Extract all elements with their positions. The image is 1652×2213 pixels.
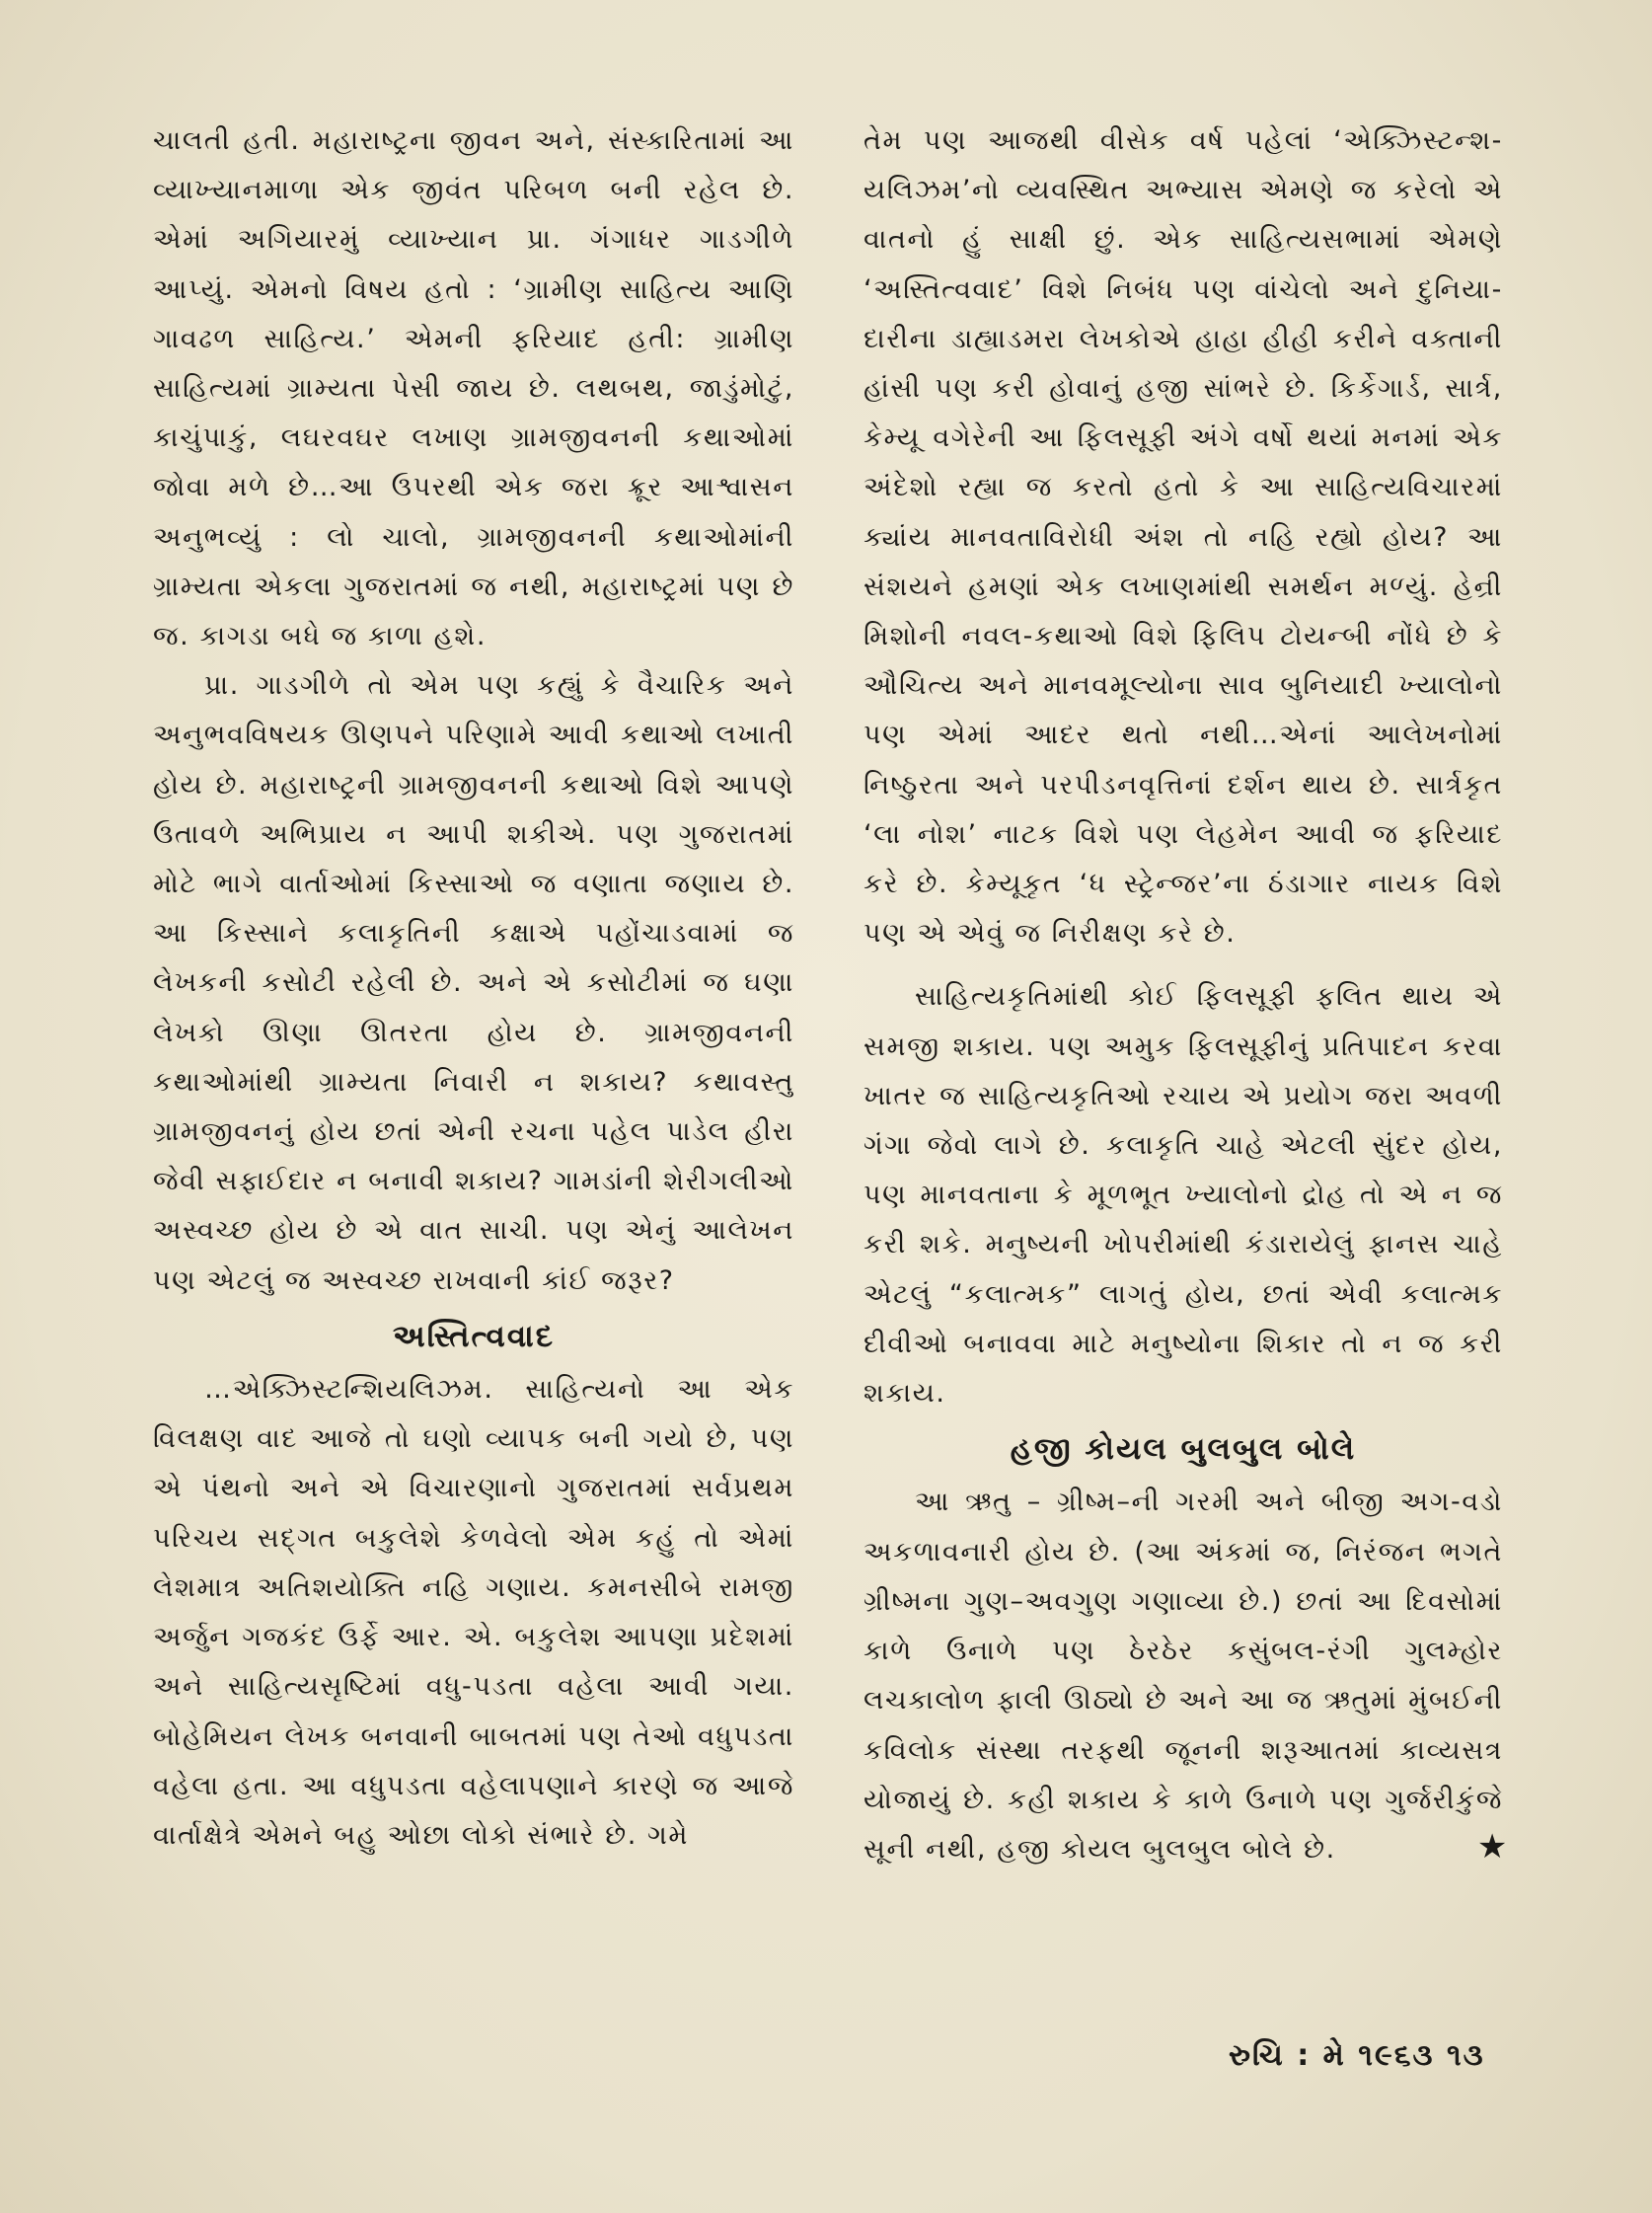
left-column xyxy=(153,116,794,1861)
right-paragraph-2: સાહિત્યકૃતિમાંથી કોઈ ફિલસૂફી ફલિત થાય એ સમજી શકાય. પણ અમુક ફિલસૂફીનું પ્રતિપાદન કરવા ખાતર જ સાહિત્યકૃતિઓ રચાય એ પ્રયોગ જરા અવળી ગંગા જેવો લાગે છે. કલાકૃતિ ચાહે એટલી સુંદર હોય, પણ માનવતાના કે મૂળભૂત ખ્યાલોનો દ્રોહ તો એ ન જ કરી શકે. મનુષ્યની ખોપરીમાંથી કંડારાયેલું ફાનસ ચાહે એટલું “કલાત્મક” લાગતું હોય, છતાં એવી કલાત્મક દીવીઓ બનાવવા માટે મનુષ્યોના શિકાર તો ન જ કરી શકાય. xyxy=(864,981,1503,1410)
page-footer: રુચિ : મે ૧૯૬૩ ૧૩ xyxy=(1229,2038,1485,2073)
right-paragraph-3-text: આ ઋતુ – ગ્રીષ્મ–ની ગરમી અને બીજી અગ-વડો અકળાવનારી હોય છે. (આ અંકમાં જ, નિરંજન ભગતે ગ્રીષ્મના ગુણ–અવગુણ ગણાવ્યા છે.) છતાં આ દિવસોમાં કાળે ઉનાળે પણ ઠેરઠેર કસુંબલ-રંગી ગુલમ્હોર લચકાલોળ ફાલી ઊઠ્યો છે અને આ જ ઋતુમાં મુંબઈની કવિલોક સંસ્થા તરફથી જૂનની શરૂઆતમાં કાવ્યસત્ર યોજાયું છે. કહી શકાય કે કાળે ઉનાળે પણ ગુર્જરીકુંજે સૂની નથી, હજી કોયલ બુલબુલ બોલે છે. xyxy=(864,1487,1503,1865)
end-star-icon: ★ xyxy=(1476,1826,1509,1867)
left-paragraph-1: ચાલતી હતી. મહારાષ્ટ્રના જીવન અને, સંસ્કારિતામાં આ વ્યાખ્યાનમાળા એક જીવંત પરિબળ બની રહેલ છે. એમાં અગિયારમું વ્યાખ્યાન પ્રા. ગંગાધર ગાડગીળે આપ્યું. એમનો વિષય હતો : ‘ગ્રામીણ સાહિત્ય આણિ ગાવઢળ સાહિત્ય.’ એમની ફરિયાદ હતી: ગ્રામીણ સાહિત્યમાં ગ્રામ્યતા પેસી જાય છે. લથબથ, જાડુંમોટું, કાચુંપાકું, લઘરવઘર લખાણ ગ્રામજીવનની કથાઓમાં જોવા મળે છે…આ ઉપરથી એક જરા ક્રૂર આશ્વાસન અનુભવ્યું : લો ચાલો, ગ્રામજીવનની કથાઓમાંની ગ્રામ્યતા એકલા ગુજરાતમાં જ નથી, મહારાષ્ટ્રમાં પણ છે જ. કાગડા બધે જ કાળા હશે. xyxy=(153,125,794,652)
left-paragraph-3: …એક્ઝિસ્ટન્શિયલિઝમ. સાહિત્યનો આ એક વિલક્ષણ વાદ આજે તો ઘણો વ્યાપક બની ગયો છે, પણ એ પંથનો અને એ વિચારણાનો ગુજરાતમાં સર્વપ્રથમ પરિચય સદ્ગત બકુલેશે કેળવેલો એમ કહું તો એમાં લેશમાત્ર અતિશયોક્તિ નહિ ગણાય. કમનસીબે રામજી અર્જુન ગજકંદ ઉર્ફે આર. એ. બકુલેશ આપણા પ્રદેશમાં અને સાહિત્યસૃષ્ટિમાં વધુ-પડતા વહેલા આવી ગયા. બોહેમિયન લેખક બનવાની બાબતમાં પણ તેઓ વધુપડતા વહેલા હતા. આ વધુપડતા વહેલાપણાને કારણે જ આજે વાર્તાક્ષેત્રે એમને બહુ ઓછા લોકો સંભારે છે. ગમે xyxy=(153,1374,794,1851)
right-paragraph-1: તેમ પણ આજથી વીસેક વર્ષ પહેલાં ‘એક્ઝિસ્ટન્શ-યલિઝમ’નો વ્યવસ્થિત અભ્યાસ એમણે જ કરેલો એ વાતનો હું સાક્ષી છું. એક સાહિત્યસભામાં એમણે ‘અસ્તિત્વવાદ’ વિશે નિબંધ પણ વાંચેલો અને દુનિયા-દારીના ડાહ્યાડમરા લેખકોએ હાહા હીહી કરીને વક્તાની હાંસી પણ કરી હોવાનું હજી સાંભરે છે. કિર્કેગાર્ડ, સાર્ત્ર, કેમ્યૂ વગેરેની આ ફિલસૂફી અંગે વર્ષો થયાં મનમાં એક અંદેશો રહ્યા જ કરતો હતો કે આ સાહિત્યવિચારમાં ક્યાંય માનવતાવિરોધી અંશ તો નહિ રહ્યો હોય? આ સંશયને હમણાં એક લખાણમાંથી સમર્થન મળ્યું. હેન્રી મિશોની નવલ-કથાઓ વિશે ફિલિપ ટોયન્બી નોંધે છે કે ઔચિત્ય અને માનવમૂલ્યોના સાવ બુનિયાદી ખ્યાલોનો પણ એમાં આદર થતો નથી…એનાં આલેખનોમાં નિષ્ઠુરતા અને પરપીડનવૃત્તિનાં દર્શન થાય છે. સાર્ત્રકૃત ‘લા નોશ’ નાટક વિશે પણ લેહમેન આવી જ ફરિયાદ કરે છે. કેમ્યૂકૃત ‘ધ સ્ટ્રેન્જર’ના ઠંડાગાર નાયક વિશે પણ એ એવું જ નિરીક્ષણ કરે છે. xyxy=(864,125,1503,950)
right-column xyxy=(864,116,1509,1874)
left-paragraph-2: પ્રા. ગાડગીળે તો એમ પણ કહ્યું કે વૈચારિક અને અનુભવવિષયક ઊણપને પરિણામે આવી કથાઓ લખાતી હોય છે. મહારાષ્ટ્રની ગ્રામજીવનની કથાઓ વિશે આપણે ઉતાવળે અભિપ્રાય ન આપી શકીએ. પણ ગુજરાતમાં મોટે ભાગે વાર્તાઓમાં કિસ્સાઓ જ વણાતા જણાય છે. આ કિસ્સાને કલાકૃતિની કક્ષાએ પહોંચાડવામાં જ લેખકની કસોટી રહેલી છે. અને એ કસોટીમાં જ ઘણા લેખકો ઊણા ઊતરતા હોય છે. ગ્રામજીવનની કથાઓમાંથી ગ્રામ્યતા નિવારી ન શકાય? કથાવસ્તુ ગ્રામજીવનનું હોય છતાં એની રચના પહેલ પાડેલ હીરા જેવી સફાઈદાર ન બનાવી શકાય? ગામડાંની શેરીગલીઓ અસ્વચ્છ હોય છે એ વાત સાચી. પણ એનું આલેખન પણ એટલું જ અસ્વચ્છ રાખવાની કાંઈ જરૂર? xyxy=(153,670,794,1296)
spacer xyxy=(864,958,1503,972)
section-heading-existentialism: અસ્તિત્વવાદ xyxy=(392,1318,556,1354)
section-heading-koyal-bulbul: હજી કોયલ બુલબુલ બોલે xyxy=(1010,1431,1357,1468)
right-paragraph-3 xyxy=(864,1478,1509,1874)
